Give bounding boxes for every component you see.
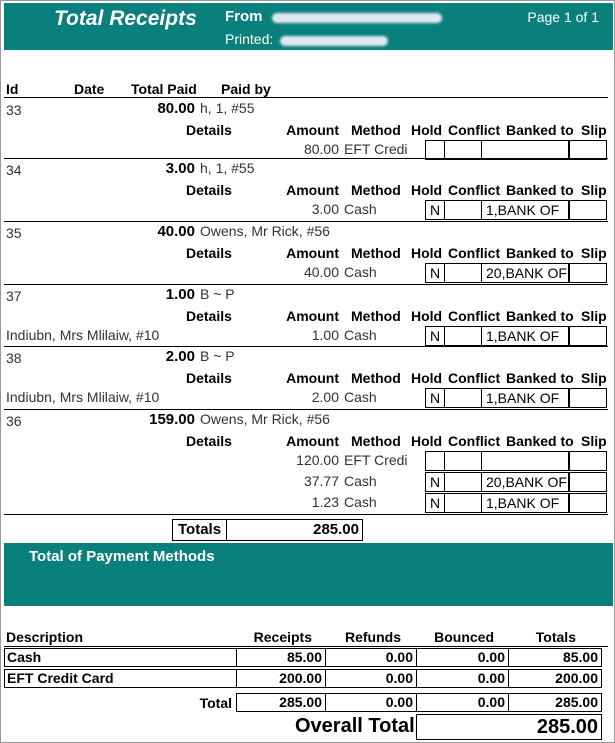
from-label: From [225, 8, 263, 25]
detail-header-banked-to: Banked to [506, 122, 574, 138]
detail-header-banked-to: Banked to [506, 433, 574, 449]
summary-bounced: 0.00 [416, 669, 509, 688]
detail-header-details: Details [186, 182, 232, 198]
overall-total-label: Overall Total [295, 715, 415, 737]
report-title: Total Receipts [54, 7, 197, 30]
detail-header-slip: Slip [581, 182, 607, 198]
line-method: Cash [344, 201, 377, 217]
line-method: EFT Credi [344, 452, 408, 468]
sum-col-bounced: Bounced [434, 629, 494, 645]
line-method: EFT Credi [344, 141, 408, 157]
receipt-divider [4, 284, 608, 285]
receipt-paid-by: B ~ P [200, 286, 235, 302]
receipt-paid-by: Owens, Mr Rick, #56 [200, 411, 330, 427]
detail-header-slip: Slip [581, 308, 607, 324]
detail-header-conflict: Conflict [448, 433, 501, 449]
summary-header-divider [4, 646, 608, 647]
receipt-payer-name: Indiubn, Mrs Mlilaiw, #10 [6, 389, 160, 405]
totals-label: Totals [172, 519, 227, 541]
detail-header-hold: Hold [411, 182, 443, 198]
receipt-id: 34 [6, 162, 22, 178]
receipt-id: 37 [6, 288, 22, 304]
line-method: Cash [344, 473, 377, 489]
detail-header-slip: Slip [581, 370, 607, 386]
line-amount: 1.00 [311, 327, 339, 343]
line-conflict [444, 493, 482, 513]
receipt-id: 33 [6, 102, 22, 118]
line-slip [569, 326, 607, 346]
detail-header-slip: Slip [581, 433, 607, 449]
printed-label: Printed: [225, 31, 274, 47]
line-banked-to [481, 140, 569, 160]
receipt-total: 80.00 [157, 100, 195, 117]
line-method: Cash [344, 494, 377, 510]
line-slip [569, 451, 607, 471]
receipt-divider [4, 346, 608, 347]
summary-description: Cash [4, 648, 237, 667]
detail-header-amount: Amount [286, 370, 339, 386]
summary-band [4, 543, 613, 606]
detail-header-method: Method [351, 433, 401, 449]
summary-total-label: Total [199, 695, 232, 711]
detail-header-conflict: Conflict [448, 308, 501, 324]
line-hold: N [425, 388, 445, 408]
line-amount: 1.23 [311, 494, 339, 510]
receipt-id: 38 [6, 350, 22, 366]
line-banked-to: 1,BANK OF [481, 200, 569, 220]
detail-header-banked-to: Banked to [506, 370, 574, 386]
line-amount: 80.00 [303, 141, 339, 157]
summary-refunds: 0.00 [325, 648, 417, 667]
detail-header-conflict: Conflict [448, 245, 501, 261]
line-banked-to: 20,BANK OF [481, 263, 569, 283]
totals-value: 285.00 [226, 519, 363, 541]
detail-header-slip: Slip [581, 245, 607, 261]
totals-divider [4, 514, 608, 515]
report-header [4, 3, 613, 50]
receipt-id: 35 [6, 225, 22, 241]
summary-total-receipts: 285.00 [236, 693, 326, 712]
line-hold: N [425, 493, 445, 513]
col-id: Id [6, 81, 19, 97]
line-banked-to [481, 451, 569, 471]
line-banked-to: 1,BANK OF [481, 326, 569, 346]
summary-receipts: 85.00 [236, 648, 326, 667]
line-slip [569, 140, 607, 160]
summary-totals: 85.00 [508, 648, 602, 667]
sum-col-refunds: Refunds [345, 629, 401, 645]
receipt-divider [4, 158, 608, 159]
line-slip [569, 388, 607, 408]
summary-description: EFT Credit Card [4, 669, 237, 688]
detail-header-hold: Hold [411, 308, 443, 324]
receipt-paid-by: h, 1, #55 [200, 160, 255, 176]
page-indicator: Page 1 of 1 [527, 9, 599, 25]
line-banked-to: 1,BANK OF [481, 493, 569, 513]
printed-date-redacted [280, 36, 388, 46]
detail-header-banked-to: Banked to [506, 308, 574, 324]
sum-col-totals: Totals [535, 629, 576, 645]
summary-refunds: 0.00 [325, 669, 417, 688]
receipt-payer-name: Indiubn, Mrs Mlilaiw, #10 [6, 327, 160, 343]
line-amount: 3.00 [311, 201, 339, 217]
line-conflict [444, 472, 482, 492]
detail-header-amount: Amount [286, 122, 339, 138]
summary-total-bounced: 0.00 [416, 693, 509, 712]
detail-header-method: Method [351, 370, 401, 386]
line-method: Cash [344, 264, 377, 280]
receipt-paid-by: h, 1, #55 [200, 100, 255, 116]
line-conflict [444, 451, 482, 471]
detail-header-details: Details [186, 308, 232, 324]
detail-header-conflict: Conflict [448, 122, 501, 138]
receipt-id: 36 [6, 413, 22, 429]
line-hold: N [425, 263, 445, 283]
detail-header-banked-to: Banked to [506, 182, 574, 198]
receipt-total: 3.00 [165, 160, 195, 177]
line-slip [569, 200, 607, 220]
receipt-total: 2.00 [165, 348, 195, 365]
receipt-total: 40.00 [157, 223, 195, 240]
line-amount: 120.00 [296, 452, 339, 468]
sum-col-description: Description [6, 629, 84, 645]
from-date-redacted [272, 13, 442, 23]
line-hold: N [425, 472, 445, 492]
summary-title: Total of Payment Methods [29, 548, 215, 565]
detail-header-details: Details [186, 433, 232, 449]
line-banked-to: 1,BANK OF [481, 388, 569, 408]
detail-header-hold: Hold [411, 245, 443, 261]
summary-totals: 200.00 [508, 669, 602, 688]
col-paid-by: Paid by [221, 81, 271, 97]
detail-header-banked-to: Banked to [506, 245, 574, 261]
detail-header-hold: Hold [411, 433, 443, 449]
receipt-divider [4, 221, 608, 222]
line-conflict [444, 200, 482, 220]
summary-receipts: 200.00 [236, 669, 326, 688]
receipt-total: 159.00 [149, 411, 195, 428]
summary-total-refunds: 0.00 [325, 693, 417, 712]
overall-total-value: 285.00 [416, 714, 602, 740]
line-conflict [444, 263, 482, 283]
detail-header-method: Method [351, 245, 401, 261]
detail-header-details: Details [186, 370, 232, 386]
detail-header-details: Details [186, 245, 232, 261]
detail-header-amount: Amount [286, 245, 339, 261]
detail-header-conflict: Conflict [448, 182, 501, 198]
line-banked-to: 20,BANK OF [481, 472, 569, 492]
col-total-paid: Total Paid [131, 81, 197, 97]
line-conflict [444, 140, 482, 160]
header-divider [4, 97, 608, 98]
detail-header-method: Method [351, 182, 401, 198]
line-amount: 37.77 [303, 473, 339, 489]
receipt-total: 1.00 [165, 286, 195, 303]
line-method: Cash [344, 389, 377, 405]
col-date: Date [74, 81, 105, 97]
summary-bounced: 0.00 [416, 648, 509, 667]
line-method: Cash [344, 327, 377, 343]
receipt-divider [4, 409, 608, 410]
receipt-paid-by: B ~ P [200, 348, 235, 364]
detail-header-method: Method [351, 122, 401, 138]
detail-header-details: Details [186, 122, 232, 138]
detail-header-amount: Amount [286, 182, 339, 198]
receipt-paid-by: Owens, Mr Rick, #56 [200, 223, 330, 239]
line-slip [569, 493, 607, 513]
line-conflict [444, 326, 482, 346]
detail-header-slip: Slip [581, 122, 607, 138]
detail-header-hold: Hold [411, 122, 443, 138]
detail-header-method: Method [351, 308, 401, 324]
line-amount: 2.00 [311, 389, 339, 405]
line-hold [425, 140, 445, 160]
line-hold: N [425, 200, 445, 220]
line-slip [569, 472, 607, 492]
line-slip [569, 263, 607, 283]
line-hold [425, 451, 445, 471]
summary-total-totals: 285.00 [508, 693, 602, 712]
detail-header-amount: Amount [286, 433, 339, 449]
line-conflict [444, 388, 482, 408]
detail-header-conflict: Conflict [448, 370, 501, 386]
detail-header-amount: Amount [286, 308, 339, 324]
line-amount: 40.00 [303, 264, 339, 280]
sum-col-receipts: Receipts [253, 629, 312, 645]
line-hold: N [425, 326, 445, 346]
detail-header-hold: Hold [411, 370, 443, 386]
